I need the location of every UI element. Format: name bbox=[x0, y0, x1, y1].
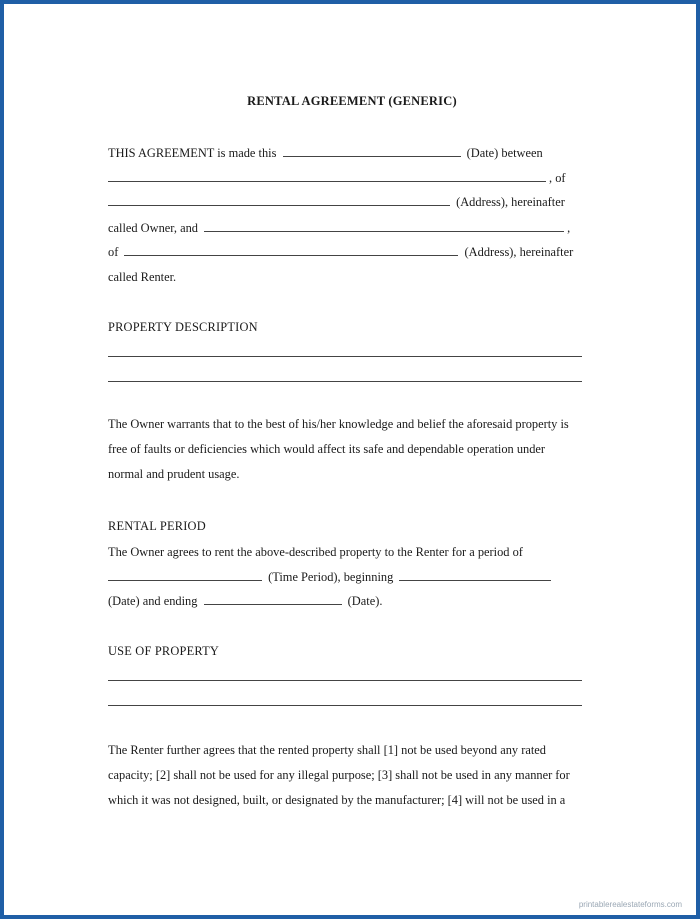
warranty-line: The Owner warrants that to the best of his/her knowledge and belief the aforesaid property is bbox=[108, 417, 569, 431]
rental-period-line-2 bbox=[108, 570, 554, 585]
section-heading-use-of-property: USE OF PROPERTY bbox=[108, 644, 220, 658]
intro-text: of bbox=[108, 245, 119, 259]
time-period-blank[interactable] bbox=[108, 570, 262, 581]
renter-name-blank[interactable] bbox=[204, 221, 564, 232]
property-description-line-2[interactable] bbox=[108, 381, 582, 382]
intro-line-1 bbox=[108, 146, 543, 161]
intro-text: , bbox=[567, 221, 571, 235]
start-date-blank[interactable] bbox=[399, 570, 551, 581]
rental-period-text: (Date). bbox=[347, 594, 383, 608]
property-description-line-1[interactable] bbox=[108, 356, 582, 357]
intro-line-4 bbox=[108, 221, 570, 236]
date-blank[interactable] bbox=[283, 146, 461, 157]
owner-name-blank[interactable] bbox=[108, 171, 546, 182]
intro-line-3 bbox=[108, 195, 565, 210]
intro-line-2 bbox=[108, 171, 566, 186]
rental-period-text: (Time Period), beginning bbox=[268, 570, 394, 584]
intro-line-6: called Renter. bbox=[108, 270, 177, 284]
rental-period-line-3 bbox=[108, 594, 382, 609]
document-title: RENTAL AGREEMENT (GENERIC) bbox=[247, 94, 457, 108]
intro-text: (Date) between bbox=[466, 146, 543, 160]
use-of-property-line-2[interactable] bbox=[108, 705, 582, 706]
end-date-blank[interactable] bbox=[204, 594, 342, 605]
intro-text: (Address), hereinafter bbox=[456, 195, 565, 209]
warranty-line: free of faults or deficiencies which would affect its safe and dependable operation under bbox=[108, 442, 546, 456]
document-page bbox=[8, 8, 692, 911]
intro-text: , of bbox=[549, 171, 566, 185]
section-heading-rental-period: RENTAL PERIOD bbox=[108, 519, 206, 533]
renter-terms-line: The Renter further agrees that the rented property shall [1] not be used beyond any rated bbox=[108, 743, 546, 757]
renter-address-blank[interactable] bbox=[124, 245, 458, 256]
intro-line-5 bbox=[108, 245, 573, 260]
renter-terms-line: which it was not designed, built, or designated by the manufacturer; [4] will not be used in a bbox=[108, 793, 566, 807]
intro-text: (Address), hereinafter bbox=[464, 245, 574, 259]
intro-text: THIS AGREEMENT is made this bbox=[108, 146, 277, 160]
rental-period-text: (Date) and ending bbox=[108, 594, 198, 608]
intro-text: called Owner, and bbox=[108, 221, 198, 235]
owner-address-blank[interactable] bbox=[108, 195, 450, 206]
agreement-body bbox=[108, 94, 586, 807]
renter-terms-paragraph bbox=[108, 738, 586, 813]
rental-period-line-1: The Owner agrees to rent the above-described property to the Renter for a period of bbox=[108, 545, 523, 559]
warranty-line: normal and prudent usage. bbox=[108, 467, 240, 481]
section-heading-property-description: PROPERTY DESCRIPTION bbox=[108, 320, 258, 334]
warranty-paragraph bbox=[108, 412, 586, 487]
use-of-property-line-1[interactable] bbox=[108, 680, 582, 681]
renter-terms-line: capacity; [2] shall not be used for any illegal purpose; [3] shall not be used in any manner for bbox=[108, 768, 570, 782]
watermark-text: printablerealestateforms.com bbox=[578, 900, 682, 909]
